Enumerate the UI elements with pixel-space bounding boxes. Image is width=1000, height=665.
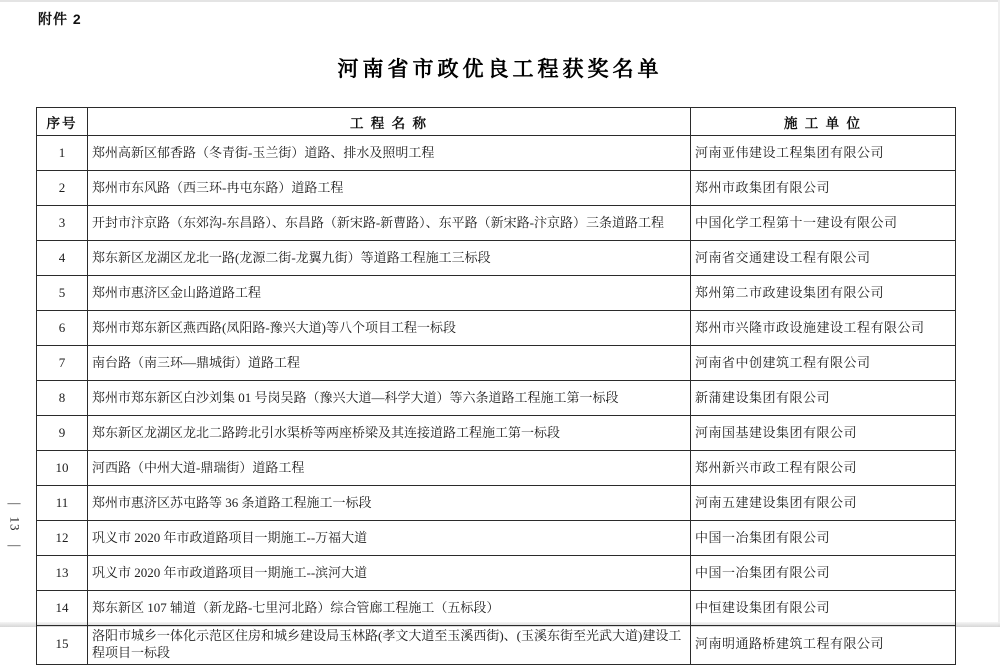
company-cell: 中恒建设集团有限公司 (691, 591, 956, 626)
table-row (37, 241, 956, 276)
row-number-cell: 2 (37, 171, 88, 206)
row-number-cell: 14 (37, 591, 88, 626)
table-row (37, 136, 956, 171)
row-number-cell: 8 (37, 381, 88, 416)
project-name-cell: 郑州市惠济区苏屯路等 36 条道路工程施工一标段 (88, 486, 691, 521)
table-row (37, 416, 956, 451)
table-row (37, 346, 956, 381)
row-number-cell: 1 (37, 136, 88, 171)
row-number-cell: 15 (37, 626, 88, 665)
project-name-cell: 郑东新区龙湖区龙北二路跨北引水渠桥等两座桥梁及其连接道路工程施工第一标段 (88, 416, 691, 451)
project-name-cell: 南台路（南三环—鼎城街）道路工程 (88, 346, 691, 381)
col-header-project-name: 工 程 名 称 (88, 108, 691, 136)
table-row (37, 486, 956, 521)
table-row (37, 626, 956, 665)
company-cell: 中国一冶集团有限公司 (691, 521, 956, 556)
row-number-cell: 9 (37, 416, 88, 451)
company-cell: 郑州市政集团有限公司 (691, 171, 956, 206)
company-cell: 郑州市兴隆市政设施建设工程有限公司 (691, 311, 956, 346)
project-name-cell: 郑州市惠济区金山路道路工程 (88, 276, 691, 311)
table-row (37, 591, 956, 626)
header-row (37, 108, 956, 136)
company-cell: 河南省交通建设工程有限公司 (691, 241, 956, 276)
project-name-cell: 郑州市郑东新区燕西路(凤阳路-豫兴大道)等八个项目工程一标段 (88, 311, 691, 346)
table-row (37, 311, 956, 346)
table-row (37, 381, 956, 416)
table-body (37, 136, 956, 665)
page-number-dash-top: — (8, 495, 21, 511)
project-name-cell: 郑州高新区郁香路（冬青街-玉兰街）道路、排水及照明工程 (88, 136, 691, 171)
company-cell: 河南省中创建筑工程有限公司 (691, 346, 956, 381)
company-cell: 河南五建建设集团有限公司 (691, 486, 956, 521)
project-name-cell: 河西路（中州大道-鼎瑞街）道路工程 (88, 451, 691, 486)
project-name-cell: 郑东新区 107 辅道（新龙路-七里河北路）综合管廊工程施工（五标段） (88, 591, 691, 626)
awards-table (36, 107, 956, 665)
page-title: 河南省市政优良工程获奖名单 (0, 53, 1000, 83)
scan-edge-top (0, 0, 1000, 2)
attachment-label: 附件 2 (38, 9, 82, 29)
table-row (37, 521, 956, 556)
row-number-cell: 4 (37, 241, 88, 276)
row-number-cell: 10 (37, 451, 88, 486)
company-cell: 河南亚伟建设工程集团有限公司 (691, 136, 956, 171)
project-name-cell: 郑州市东风路（西三环-冉屯东路）道路工程 (88, 171, 691, 206)
table-row (37, 276, 956, 311)
row-number-cell: 6 (37, 311, 88, 346)
page-number-dash-bottom: — (8, 537, 21, 553)
company-cell: 河南明通路桥建筑工程有限公司 (691, 626, 956, 665)
page-number (1, 468, 27, 580)
project-name-cell: 开封市汴京路（东郊沟-东昌路）、东昌路（新宋路-新曹路）、东平路（新宋路-汴京路）三条道路工程 (88, 206, 691, 241)
row-number-cell: 7 (37, 346, 88, 381)
company-cell: 河南国基建设集团有限公司 (691, 416, 956, 451)
table-row (37, 206, 956, 241)
table-row (37, 556, 956, 591)
row-number-cell: 5 (37, 276, 88, 311)
project-name-cell: 郑东新区龙湖区龙北一路(龙源二街-龙翼九街）等道路工程施工三标段 (88, 241, 691, 276)
company-cell: 新蒲建设集团有限公司 (691, 381, 956, 416)
project-name-cell: 郑州市郑东新区白沙刘集 01 号岗吴路（豫兴大道—科学大道）等六条道路工程施工第一标段 (88, 381, 691, 416)
row-number-cell: 11 (37, 486, 88, 521)
page-number-value: 13 (6, 517, 22, 532)
company-cell: 中国一冶集团有限公司 (691, 556, 956, 591)
col-header-construction-company: 施 工 单 位 (691, 108, 956, 136)
row-number-cell: 13 (37, 556, 88, 591)
company-cell: 中国化学工程第十一建设有限公司 (691, 206, 956, 241)
table-row (37, 451, 956, 486)
project-name-cell: 巩义市 2020 年市政道路项目一期施工--滨河大道 (88, 556, 691, 591)
project-name-cell: 洛阳市城乡一体化示范区住房和城乡建设局玉林路(孝文大道至玉溪西街)、(玉溪东街至光武大道)建设工程项目一标段 (88, 626, 691, 665)
row-number-cell: 3 (37, 206, 88, 241)
awards-table-header (37, 108, 956, 136)
table-row (37, 171, 956, 206)
project-name-cell: 巩义市 2020 年市政道路项目一期施工--万福大道 (88, 521, 691, 556)
row-number-cell: 12 (37, 521, 88, 556)
col-header-index: 序号 (37, 108, 88, 136)
company-cell: 郑州新兴市政工程有限公司 (691, 451, 956, 486)
company-cell: 郑州第二市政建设集团有限公司 (691, 276, 956, 311)
